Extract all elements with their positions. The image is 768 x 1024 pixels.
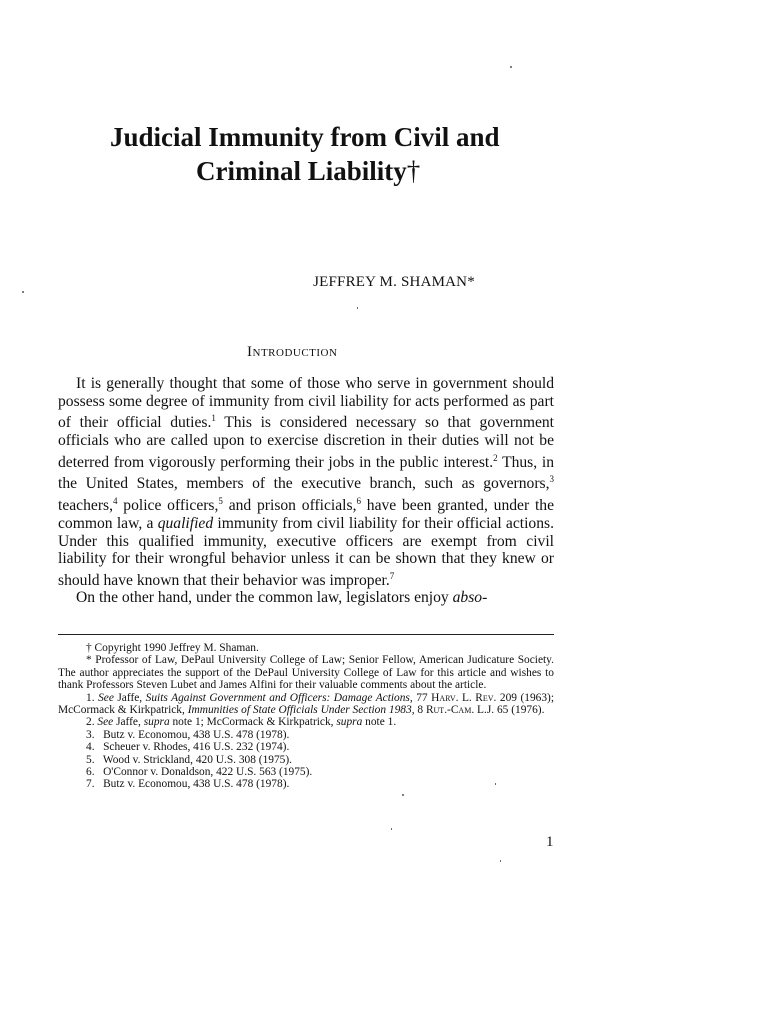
- footnote-ref: 2: [493, 452, 498, 463]
- footnote-1: 1. See Jaffe, Suits Against Government and Officers: Damage Actions, 77 Harv. L. Rev. 209 (1963); McCormack & Kirkpatrick, Immunities of State Officials Under Section 1983, 8 Rut.-Cam. L.J. 65 (1976).: [58, 691, 554, 717]
- footnote-ref: 1: [211, 413, 216, 424]
- footnote-ref: 6: [356, 496, 361, 507]
- footnote-ref: 5: [218, 496, 223, 507]
- footnote-ref: 7: [389, 570, 395, 581]
- footnote-5: 5. Wood v. Strickland, 420 U.S. 308 (1975).: [86, 753, 293, 766]
- footnote-ref: 4: [112, 496, 118, 507]
- scan-speck: [402, 794, 404, 796]
- title-line-1: Judicial Immunity from Civil and: [110, 122, 500, 152]
- scan-speck: [510, 66, 512, 68]
- title-dagger-mark: †: [406, 156, 421, 186]
- footnote-2: 2. See Jaffe, supra note 1; McCormack & Kirkpatrick, supra note 1.: [86, 716, 397, 729]
- author-star-mark: *: [467, 274, 475, 290]
- section-heading: Introduction: [247, 344, 338, 360]
- footnote-star: * Professor of Law, DePaul University College of Law; Senior Fellow, American Judicature Society. The author appreciates the support of the DePaul University College of Law for this article and wishes to thank Professors Steven Lubet and James Alfini for their valuable comments about the article.: [58, 654, 554, 692]
- footnotes: [58, 642, 554, 791]
- paragraph-2: On the other hand, under the common law, legislators enjoy abso-: [76, 589, 488, 607]
- footnote-3: 3. Butz v. Economou, 438 U.S. 478 (1978).: [86, 728, 290, 741]
- paragraph-1: It is generally thought that some of those who serve in government should possess some degree of immunity from civil liability for acts performed as part of their official duties.$^1$ This is considered necessary so that government officials who are called upon to exercise discretion in their duties will not be deterred from vigorously performing their jobs in the public interest.$^2$ Thus, in the United States, members of the executive branch, such as governors,$^3$ teachers,$^4$ police officers,$^5$ and prison officials,$^6$ have been granted, under the common law, a qualified immunity from civil liability for their official actions. Under this qualified immunity, executive officers are exempt from civil liability for their wrongful behavior unless it can be shown that they knew or should have known that their behavior was improper.$^7$: [58, 375, 555, 589]
- footnote-divider: [58, 634, 554, 635]
- footnote-ref: 3: [549, 474, 554, 485]
- author-byline: [0, 274, 768, 291]
- footnote-7: 7. Butz v. Economou, 438 U.S. 478 (1978).: [86, 778, 290, 791]
- author-name: JEFFREY M. SHAMAN: [313, 274, 468, 290]
- scan-speck: [357, 307, 358, 309]
- title-line-2: Criminal Liability†: [196, 156, 421, 186]
- footnote-4: 4. Scheuer v. Rhodes, 416 U.S. 232 (1974).: [86, 741, 290, 754]
- article-title: [110, 120, 610, 188]
- footnote-dagger: † Copyright 1990 Jeffrey M. Shaman.: [86, 642, 259, 654]
- page-number: 1: [546, 834, 554, 850]
- footnote-6: 6. O'Connor v. Donaldson, 422 U.S. 563 (1975).: [86, 766, 313, 779]
- body-text: [58, 375, 554, 607]
- scan-speck: [500, 860, 501, 862]
- scan-speck: [22, 291, 24, 293]
- scan-speck: [391, 828, 392, 830]
- scan-speck: [495, 783, 496, 785]
